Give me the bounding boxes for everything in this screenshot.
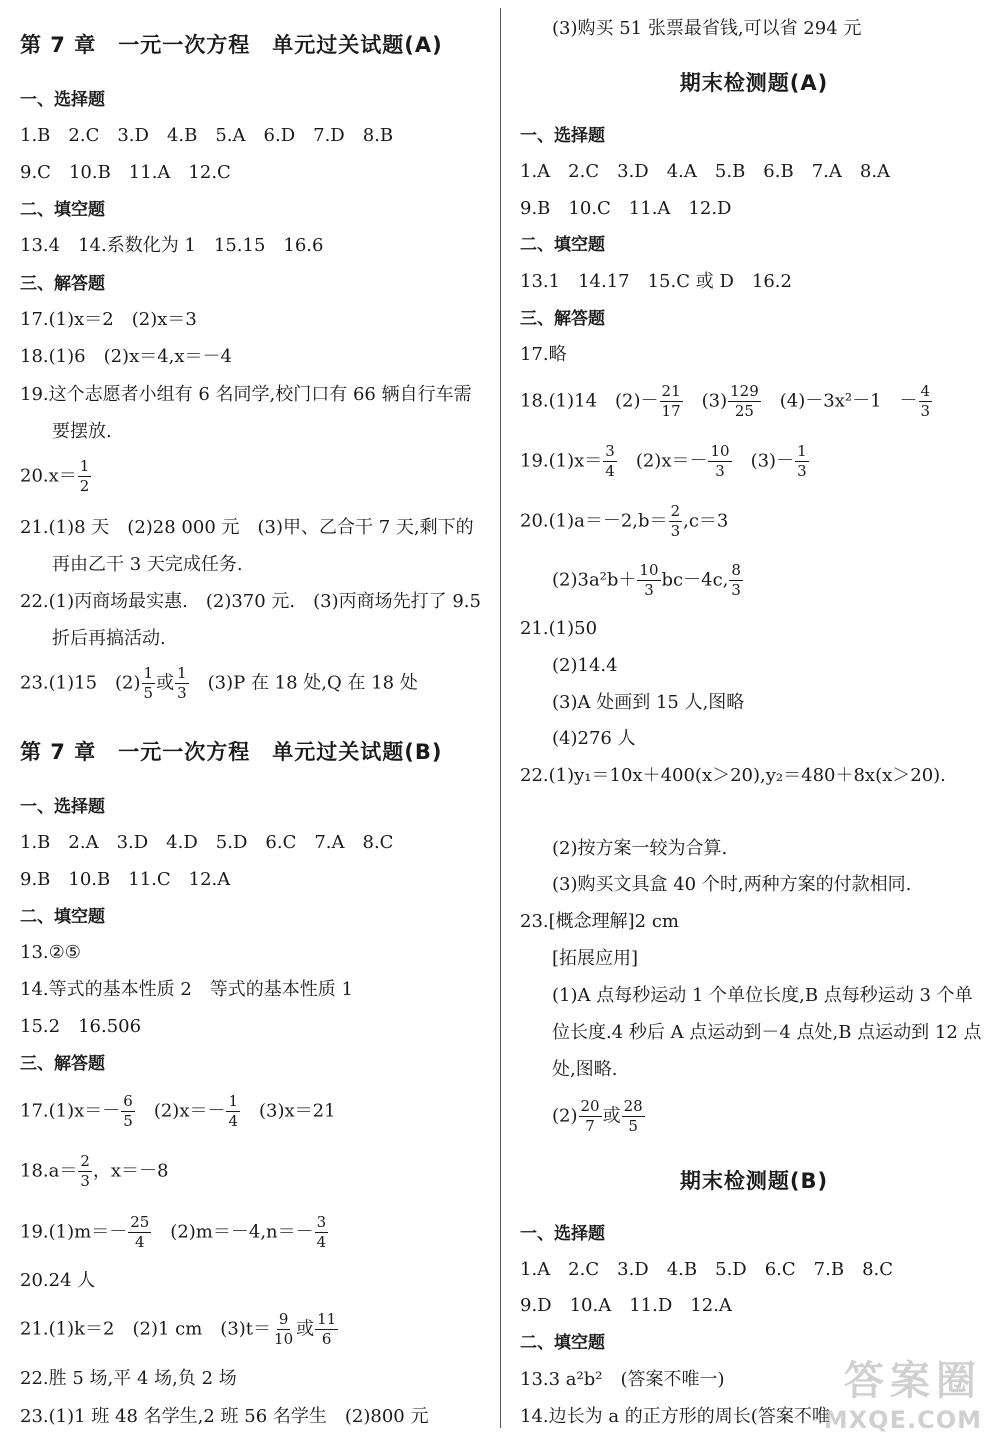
fraction-denominator: 2: [79, 477, 90, 495]
section-heading: 二、填空题: [20, 200, 105, 220]
answer-line: 9.B 10.B 11.C 12.A: [20, 869, 231, 890]
fraction-numerator: 2: [80, 1152, 90, 1170]
answer-line: [520, 382, 988, 421]
answer-line: (4)276 人: [552, 728, 636, 749]
fraction-numerator: 8: [731, 561, 741, 579]
answer-line: 1.A 2.C 3.D 4.A 5.B 6.B 7.A 8.A: [520, 161, 891, 182]
answer-text: 23.(1)15 (2): [20, 672, 141, 694]
answer-line: [520, 561, 988, 600]
fraction-numerator: 10: [639, 561, 659, 579]
fraction: [315, 1310, 338, 1349]
answer-line: 22.胜 5 场,平 4 场,负 2 场: [20, 1368, 237, 1389]
fraction-denominator: 3: [731, 581, 741, 599]
answer-text: ,c＝3: [683, 510, 729, 532]
answer-text: 或: [602, 1105, 621, 1127]
fraction-numerator: 1: [177, 664, 187, 682]
fraction-numerator: 1: [143, 664, 154, 682]
fraction: [121, 1092, 135, 1131]
answer-line: [20, 1092, 488, 1131]
answer-line: 22.(1)丙商场最实惠. (2)370 元. (3)丙商场先打了 9.5 折后再搞活动.: [20, 591, 481, 649]
column-divider: [500, 8, 501, 1428]
fraction-numerator: 9: [278, 1310, 289, 1328]
answer-line: (3)购买文具盒 40 个时,两种方案的付款相同.: [552, 874, 912, 895]
chapter-a-title: 第 7 章 一元一次方程 单元过关试题(A): [20, 33, 443, 57]
answer-text: 20.(1)a＝－2,b＝: [520, 510, 668, 532]
fraction-denominator: 3: [715, 462, 725, 480]
answer-line: [20, 1213, 488, 1252]
answer-line: (2)14.4: [552, 655, 618, 676]
answer-text: (2): [552, 1105, 578, 1127]
chapter-b-title: 第 7 章 一元一次方程 单元过关试题(B): [20, 740, 443, 764]
answer-text: (2)m＝－4,n＝－: [152, 1221, 314, 1243]
answer-line: [20, 664, 488, 703]
section-heading: 一、选择题: [20, 90, 105, 110]
fraction: [272, 1310, 295, 1349]
answer-text: 18.a＝: [20, 1160, 78, 1182]
fraction-numerator: 2: [670, 502, 681, 520]
answer-text: 20.x＝: [20, 465, 77, 487]
fraction: [603, 442, 617, 481]
fraction-denominator: 4: [316, 1233, 327, 1251]
fraction-numerator: 25: [130, 1213, 150, 1231]
fraction-numerator: 1: [797, 442, 807, 460]
fraction-denominator: 5: [123, 1112, 133, 1130]
fraction-denominator: 10: [274, 1330, 294, 1348]
answer-line: 1.B 2.A 3.D 4.D 5.D 6.C 7.A 8.C: [20, 832, 394, 853]
answer-line: 23.(1)1 班 48 名学生,2 班 56 名学生 (2)800 元: [20, 1406, 429, 1427]
fraction: [669, 502, 683, 541]
fraction-denominator: 3: [644, 581, 654, 599]
section-heading: 二、填空题: [520, 1333, 605, 1353]
answer-line: 13.4 14.系数化为 1 15.15 16.6: [20, 235, 324, 256]
fraction: [78, 457, 92, 496]
answer-text: 18.(1)14 (2)－: [520, 390, 659, 412]
answer-line: 14.等式的基本性质 2 等式的基本性质 1: [20, 979, 353, 1000]
answer-text: bc－4c,: [661, 569, 729, 591]
answer-line: 1.B 2.C 3.D 4.B 5.A 6.D 7.D 8.B: [20, 125, 394, 146]
answer-text: (3): [683, 390, 728, 412]
answer-text: 17.(1)x＝－: [20, 1100, 121, 1122]
section-heading: 一、选择题: [520, 1224, 605, 1244]
answer-line: [20, 1310, 488, 1349]
fraction: [728, 382, 761, 421]
answer-text: (2)3a²b＋: [552, 569, 637, 591]
answer-line: [拓展应用]: [552, 948, 639, 969]
fraction-numerator: 6: [123, 1092, 133, 1110]
answer-line: (2)按方案一较为合算.: [552, 838, 728, 859]
fraction-numerator: 1: [79, 457, 90, 475]
fraction: [708, 442, 731, 481]
answer-line: 13.1 14.17 15.C 或 D 16.2: [520, 271, 792, 292]
fraction: [729, 561, 743, 600]
section-heading: 三、解答题: [20, 274, 105, 294]
answer-line: [20, 1152, 488, 1191]
fraction: [579, 1097, 602, 1136]
fraction: [622, 1097, 645, 1136]
answer-text: (3)x＝21: [241, 1100, 336, 1122]
answer-text: (3)P 在 18 处,Q 在 18 处: [189, 672, 418, 694]
answer-line: (3)A 处画到 15 人,图略: [552, 692, 745, 713]
section-heading: 二、填空题: [20, 907, 105, 927]
answer-text: 21.(1)k＝2 (2)1 cm (3)t＝: [20, 1318, 272, 1340]
fraction-denominator: 6: [321, 1330, 332, 1348]
answer-line: [20, 457, 488, 496]
answer-line: 19.这个志愿者小组有 6 名同学,校门口有 66 辆自行车需要摆放.: [20, 384, 472, 442]
answer-text: 或: [156, 672, 175, 694]
fraction-denominator: 3: [797, 462, 807, 480]
fraction-numerator: 1: [228, 1092, 239, 1110]
answer-line: [520, 442, 988, 481]
fraction: [637, 561, 660, 600]
answer-line: [520, 502, 988, 541]
fraction: [660, 382, 683, 421]
answer-text: 19.(1)m＝－: [20, 1221, 128, 1243]
fraction: [919, 382, 933, 421]
fraction-denominator: 7: [585, 1117, 595, 1135]
fraction-denominator: 3: [670, 522, 681, 540]
watermark-title: 答案圈: [844, 1358, 982, 1404]
fraction: [142, 664, 156, 703]
fraction-denominator: 3: [920, 402, 931, 420]
fraction-denominator: 5: [628, 1117, 638, 1135]
answer-text: (2)x＝－: [617, 450, 708, 472]
section-heading: 三、解答题: [20, 1054, 105, 1074]
fraction: [795, 442, 809, 481]
section-heading: 二、填空题: [520, 235, 605, 255]
answer-text: (4)－3x²－1 －: [761, 390, 918, 412]
answer-line: 9.B 10.C 11.A 12.D: [520, 198, 732, 219]
answer-line: 23.[概念理解]2 cm: [520, 911, 679, 932]
fraction: [128, 1213, 151, 1252]
answer-line: 17.(1)x＝2 (2)x＝3: [20, 309, 197, 330]
answer-text: (3)－: [732, 450, 795, 472]
fraction-numerator: 3: [605, 442, 615, 460]
answer-line: (1)A 点每秒运动 1 个单位长度,B 点每秒运动 3 个单位长度.4 秒后 A 点运动到－4 点处,B 点运动到 12 点处,图略.: [552, 985, 982, 1080]
fraction-numerator: 21: [661, 382, 681, 400]
answer-line: 9.C 10.B 11.A 12.C: [20, 162, 231, 183]
section-heading: 一、选择题: [520, 126, 605, 146]
answer-line: 20.24 人: [20, 1270, 96, 1291]
fraction-denominator: 5: [143, 684, 154, 702]
fraction-denominator: 3: [177, 684, 187, 702]
answer-line: 14.边长为 a 的正方形的周长(答案不唯: [520, 1406, 830, 1427]
answer-line: 1.A 2.C 3.D 4.B 5.D 6.C 7.B 8.C: [520, 1259, 894, 1280]
answer-text: 19.(1)x＝: [520, 450, 603, 472]
answer-line: 18.(1)6 (2)x＝4,x＝－4: [20, 346, 233, 367]
answer-line: (3)购买 51 张票最省钱,可以省 294 元: [552, 18, 862, 39]
answer-line: 17.略: [520, 344, 567, 365]
fraction: [175, 664, 189, 703]
fraction-numerator: 10: [710, 442, 730, 460]
answer-line: 21.(1)50: [520, 618, 598, 639]
fraction-numerator: 129: [730, 382, 759, 400]
final-b-title: 期末检测题(B): [679, 1169, 829, 1193]
fraction: [315, 1213, 329, 1252]
fraction-denominator: 4: [605, 462, 615, 480]
section-heading: 一、选择题: [20, 797, 105, 817]
fraction: [226, 1092, 240, 1131]
answer-line: 9.D 10.A 11.D 12.A: [520, 1295, 732, 1316]
answer-line: 15.2 16.506: [20, 1016, 142, 1037]
answer-text: ，x＝－8: [92, 1160, 169, 1182]
fraction-numerator: 4: [920, 382, 931, 400]
answer-line: 13.②⑤: [20, 942, 81, 963]
fraction-numerator: 3: [316, 1213, 327, 1231]
fraction-numerator: 28: [623, 1097, 643, 1115]
watermark-url: MXQE.COM: [823, 1406, 982, 1434]
fraction-denominator: 25: [734, 402, 754, 420]
fraction-denominator: 17: [661, 402, 681, 420]
fraction-numerator: 11: [317, 1310, 337, 1328]
fraction-denominator: 3: [80, 1172, 90, 1190]
answer-text: 或: [296, 1318, 315, 1340]
answer-line: [520, 1097, 988, 1136]
answer-text: (2)x＝－: [135, 1100, 226, 1122]
watermark: [824, 1349, 982, 1434]
fraction-denominator: 4: [228, 1112, 239, 1130]
fraction-denominator: 4: [134, 1233, 145, 1251]
final-a-title: 期末检测题(A): [679, 71, 829, 95]
answer-line: 22.(1)y₁＝10x＋400(x＞20),y₂＝480＋8x(x＞20).: [520, 765, 946, 786]
section-heading: 三、解答题: [520, 309, 605, 329]
answer-line: 13.3 a²b² (答案不唯一): [520, 1369, 725, 1390]
fraction: [78, 1152, 92, 1191]
answer-line: 21.(1)8 天 (2)28 000 元 (3)甲、乙合干 7 天,剩下的再由乙干 3 天完成任务.: [20, 517, 474, 575]
fraction-numerator: 20: [580, 1097, 600, 1115]
